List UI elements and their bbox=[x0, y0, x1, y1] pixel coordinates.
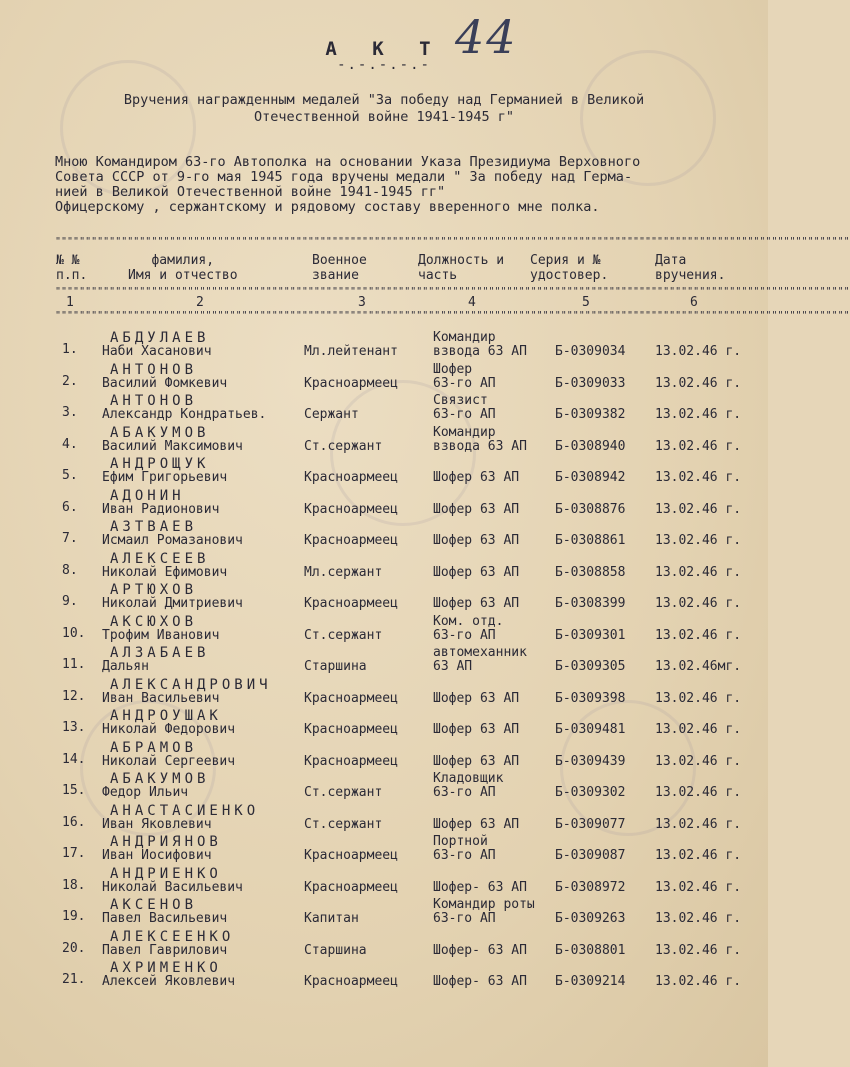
position-line-2: Шофер- 63 АП bbox=[433, 942, 527, 958]
given-names: Николай Федорович bbox=[102, 722, 236, 737]
surname: АБРАМОВ bbox=[110, 739, 198, 756]
position-line-1: Кладовщик bbox=[433, 771, 504, 786]
certificate-serial: Б-0309087 bbox=[555, 848, 626, 863]
given-names: Павел Васильевич bbox=[102, 911, 228, 926]
position-line-2: Шофер 63 АП bbox=[433, 501, 520, 517]
position-line-2: Шофер 63 АП bbox=[433, 690, 520, 706]
award-date: 13.02.46 г. bbox=[655, 596, 742, 611]
award-date: 13.02.46 г. bbox=[655, 816, 742, 832]
position-line-1: Связист bbox=[433, 393, 488, 408]
table-row bbox=[0, 582, 768, 613]
surname: АНДРОЩУК bbox=[110, 456, 210, 472]
intro-paragraph bbox=[55, 155, 745, 215]
surname: АБАКУМОВ bbox=[110, 771, 210, 787]
table-row bbox=[0, 393, 768, 424]
certificate-serial: Б-0308940 bbox=[555, 438, 626, 454]
surname: АХРИМЕНКО bbox=[110, 960, 222, 976]
military-rank: Сержант bbox=[304, 407, 359, 422]
certificate-serial: Б-0308861 bbox=[555, 533, 626, 548]
military-rank: Ст.сержант bbox=[304, 627, 383, 643]
row-number: 16. bbox=[62, 814, 86, 830]
given-names: Иван Иосифович bbox=[102, 848, 212, 863]
certificate-serial: Б-0309481 bbox=[555, 722, 626, 737]
given-names: Василий Максимович bbox=[102, 438, 243, 454]
military-rank: Ст.сержант bbox=[304, 816, 383, 832]
position-line-2: взвода 63 АП bbox=[433, 344, 527, 359]
intro-line: Офицерскому , сержантскому и рядовому составу вверенного мне полка. bbox=[55, 199, 600, 215]
table-row bbox=[0, 456, 768, 487]
given-names: Николай Ефимович bbox=[102, 564, 228, 580]
certificate-serial: Б-0309263 bbox=[555, 911, 626, 926]
header-name: фамилия, Имя и отчество bbox=[128, 253, 238, 283]
surname: АЛЕКСЕЕНКО bbox=[110, 928, 235, 945]
document-subtitle bbox=[0, 92, 768, 126]
header-serial: Серия и № удостовер. bbox=[530, 253, 609, 283]
table-row bbox=[0, 960, 768, 991]
header-position: Должность и часть bbox=[418, 253, 505, 283]
award-date: 13.02.46мг. bbox=[655, 659, 742, 674]
header-date: Дата вручения. bbox=[655, 253, 726, 283]
military-rank: Красноармеец bbox=[304, 470, 398, 485]
position-line-1: Ком. отд. bbox=[433, 613, 504, 629]
certificate-serial: Б-0309077 bbox=[555, 816, 626, 832]
certificate-serial: Б-0309305 bbox=[555, 659, 626, 674]
position-line-2: 63-го АП bbox=[433, 627, 496, 643]
column-number: 2 bbox=[196, 295, 204, 310]
row-number: 9. bbox=[62, 594, 78, 609]
row-number: 12. bbox=[62, 688, 86, 704]
table-row bbox=[0, 645, 768, 676]
column-number: 1 bbox=[66, 295, 74, 310]
position-line-1: Портной bbox=[433, 834, 488, 849]
position-line-1: Командир bbox=[433, 330, 496, 345]
given-names: Александр Кондратьев. bbox=[102, 407, 267, 422]
military-rank: Старшина bbox=[304, 942, 367, 958]
award-date: 13.02.46 г. bbox=[655, 533, 742, 548]
document-title: А К Т bbox=[325, 38, 443, 60]
military-rank: Ст.сержант bbox=[304, 785, 383, 800]
surname: АНДРИЕНКО bbox=[110, 865, 222, 882]
table-row bbox=[0, 362, 768, 393]
divider-line: """""""""""""""""""""""""""""""""""""""""""""""""""""""""""""""""""""""""""""""""""""""""""""""""""""""""""""""""""""""""""""""""""" bbox=[55, 286, 850, 297]
given-names: Ефим Григорьевич bbox=[102, 470, 228, 485]
award-date: 13.02.46 г. bbox=[655, 438, 742, 454]
table-row bbox=[0, 834, 768, 865]
military-rank: Красноармеец bbox=[304, 879, 398, 895]
position-line-2: 63-го АП bbox=[433, 375, 496, 391]
position-line-2: 63-го АП bbox=[433, 848, 496, 863]
certificate-serial: Б-0308858 bbox=[555, 564, 626, 580]
divider-line: """""""""""""""""""""""""""""""""""""""""""""""""""""""""""""""""""""""""""""""""""""""""""""""""""""""""""""""""""""""""""""""""""" bbox=[55, 310, 850, 321]
row-number: 4. bbox=[62, 436, 78, 452]
position-line-2: Шофер- 63 АП bbox=[433, 974, 527, 989]
certificate-serial: Б-0309398 bbox=[555, 690, 626, 706]
certificate-serial: Б-0309301 bbox=[555, 627, 626, 643]
military-rank: Красноармеец bbox=[304, 690, 398, 706]
surname: АКСЮХОВ bbox=[110, 613, 198, 630]
row-number: 21. bbox=[62, 972, 86, 987]
military-rank: Мл.лейтенант bbox=[304, 344, 398, 359]
award-date: 13.02.46 г. bbox=[655, 690, 742, 706]
military-rank: Красноармеец bbox=[304, 722, 398, 737]
position-line-2: Шофер 63 АП bbox=[433, 470, 520, 485]
award-date: 13.02.46 г. bbox=[655, 942, 742, 958]
table-row bbox=[0, 614, 768, 645]
given-names: Иван Яковлевич bbox=[102, 816, 212, 832]
row-number: 19. bbox=[62, 909, 86, 924]
award-date: 13.02.46 г. bbox=[655, 627, 742, 643]
table-row bbox=[0, 551, 768, 582]
row-number: 17. bbox=[62, 846, 86, 861]
certificate-serial: Б-0308801 bbox=[555, 942, 626, 958]
table-row bbox=[0, 708, 768, 739]
position-line-2: Шофер 63 АП bbox=[433, 533, 520, 548]
military-rank: Мл.сержант bbox=[304, 564, 383, 580]
surname: АНТОНОВ bbox=[110, 393, 198, 409]
given-names: Николай Васильевич bbox=[102, 879, 243, 895]
certificate-serial: Б-0309214 bbox=[555, 974, 626, 989]
table-row bbox=[0, 866, 768, 897]
military-rank: Красноармеец bbox=[304, 533, 398, 548]
position-line-2: Шофер- 63 АП bbox=[433, 879, 527, 895]
position-line-2: 63 АП bbox=[433, 659, 473, 674]
row-number: 8. bbox=[62, 562, 78, 578]
title-underline: -.-.-.-.- bbox=[337, 57, 431, 73]
handwritten-page-number: 44 bbox=[455, 10, 518, 64]
military-rank: Красноармеец bbox=[304, 375, 398, 391]
given-names: Дальян bbox=[102, 659, 149, 674]
position-line-2: 63-го АП bbox=[433, 407, 496, 422]
certificate-serial: Б-0309439 bbox=[555, 753, 626, 769]
intro-line: Совета СССР от 9-го мая 1945 года вручены медали " За победу над Герма- bbox=[55, 169, 633, 185]
given-names: Наби Хасанович bbox=[102, 344, 212, 359]
row-number: 13. bbox=[62, 720, 86, 735]
row-number: 18. bbox=[62, 877, 86, 893]
table-row bbox=[0, 929, 768, 960]
position-line-2: Шофер 63 АП bbox=[433, 596, 520, 611]
column-number: 6 bbox=[690, 295, 698, 310]
military-rank: Красноармеец bbox=[304, 753, 398, 769]
column-number: 4 bbox=[468, 295, 476, 310]
given-names: Павел Гаврилович bbox=[102, 942, 228, 958]
position-line-1: Командир bbox=[433, 424, 496, 440]
position-line-2: Шофер 63 АП bbox=[433, 816, 520, 832]
given-names: Николай Сергеевич bbox=[102, 753, 236, 769]
given-names: Иван Васильевич bbox=[102, 690, 220, 706]
divider-line: """""""""""""""""""""""""""""""""""""""""""""""""""""""""""""""""""""""""""""""""""""""""""""""""""""""""""""""""""""""""""""""""""" bbox=[55, 236, 850, 247]
surname: АНАСТАСИЕНКО bbox=[110, 802, 260, 819]
award-date: 13.02.46 г. bbox=[655, 470, 742, 485]
surname: АЛЕКСАНДРОВИЧ bbox=[110, 676, 272, 693]
given-names: Николай Дмитриевич bbox=[102, 596, 243, 611]
table-row bbox=[0, 740, 768, 771]
award-date: 13.02.46 г. bbox=[655, 753, 742, 769]
given-names: Алексей Яковлевич bbox=[102, 974, 236, 989]
surname: АКСЕНОВ bbox=[110, 897, 198, 913]
certificate-serial: Б-0308972 bbox=[555, 879, 626, 895]
award-date: 13.02.46 г. bbox=[655, 848, 742, 863]
certificate-serial: Б-0309034 bbox=[555, 344, 626, 359]
military-rank: Красноармеец bbox=[304, 848, 398, 863]
row-number: 6. bbox=[62, 499, 78, 515]
row-number: 7. bbox=[62, 531, 78, 546]
header-number: № № п.п. bbox=[56, 253, 88, 283]
table-row bbox=[0, 425, 768, 456]
surname: АЛЕКСЕЕВ bbox=[110, 550, 210, 567]
row-number: 14. bbox=[62, 751, 86, 767]
award-date: 13.02.46 г. bbox=[655, 375, 742, 391]
intro-line: Мною Командиром 63-го Автополка на основании Указа Президиума Верховного bbox=[55, 154, 641, 170]
header-rank: Военное звание bbox=[312, 253, 367, 283]
certificate-serial: Б-0308399 bbox=[555, 596, 626, 611]
award-date: 13.02.46 г. bbox=[655, 501, 742, 517]
military-rank: Красноармеец bbox=[304, 596, 398, 611]
given-names: Василий Фомкевич bbox=[102, 375, 228, 391]
award-date: 13.02.46 г. bbox=[655, 564, 742, 580]
subtitle-line: Вручения награжденным медалей "За победу над Германией в Великой bbox=[123, 92, 645, 108]
row-number: 1. bbox=[62, 342, 78, 357]
certificate-serial: Б-0308942 bbox=[555, 470, 626, 485]
row-number: 5. bbox=[62, 468, 78, 483]
table-row bbox=[0, 677, 768, 708]
subtitle-line: Отечественной войне 1941-1945 г" bbox=[253, 109, 515, 125]
table-row bbox=[0, 897, 768, 928]
position-line-1: Командир роты bbox=[433, 897, 535, 912]
given-names: Трофим Иванович bbox=[102, 627, 220, 643]
column-number: 3 bbox=[358, 295, 366, 310]
certificate-serial: Б-0309033 bbox=[555, 375, 626, 391]
certificate-serial: Б-0308876 bbox=[555, 501, 626, 517]
position-line-2: Шофер 63 АП bbox=[433, 722, 520, 737]
surname: АНДРОУШАК bbox=[110, 708, 222, 724]
surname: АБДУЛАЕВ bbox=[110, 330, 210, 346]
position-line-2: Шофер 63 АП bbox=[433, 753, 520, 769]
table-row bbox=[0, 771, 768, 802]
surname: АДОНИН bbox=[110, 487, 185, 504]
award-date: 13.02.46 г. bbox=[655, 785, 742, 800]
military-rank: Старшина bbox=[304, 659, 367, 674]
military-rank: Красноармеец bbox=[304, 974, 398, 989]
surname: АБАКУМОВ bbox=[110, 424, 210, 441]
table-row bbox=[0, 330, 768, 361]
intro-line: нией в Великой Отечественной войне 1941-1945 гг" bbox=[55, 184, 446, 200]
award-date: 13.02.46 г. bbox=[655, 974, 742, 989]
position-line-1: Шофер bbox=[433, 361, 473, 377]
position-line-2: 63-го АП bbox=[433, 911, 496, 926]
column-number: 5 bbox=[582, 295, 590, 310]
row-number: 20. bbox=[62, 940, 86, 956]
certificate-serial: Б-0309382 bbox=[555, 407, 626, 422]
table-row bbox=[0, 803, 768, 834]
surname: АЛЗАБАЕВ bbox=[110, 645, 210, 661]
award-date: 13.02.46 г. bbox=[655, 722, 742, 737]
table-row bbox=[0, 519, 768, 550]
surname: АНДРИЯНОВ bbox=[110, 834, 222, 850]
row-number: 2. bbox=[62, 373, 78, 389]
award-date: 13.02.46 г. bbox=[655, 911, 742, 926]
military-rank: Красноармеец bbox=[304, 501, 398, 517]
row-number: 15. bbox=[62, 783, 86, 798]
award-date: 13.02.46 г. bbox=[655, 344, 742, 359]
given-names: Исмаил Ромазанович bbox=[102, 533, 243, 548]
row-number: 3. bbox=[62, 405, 78, 420]
position-line-1: автомеханник bbox=[433, 645, 527, 660]
position-line-2: 63-го АП bbox=[433, 785, 496, 800]
position-line-2: взвода 63 АП bbox=[433, 438, 527, 454]
given-names: Иван Радионович bbox=[102, 501, 220, 517]
given-names: Федор Ильич bbox=[102, 785, 189, 800]
military-rank: Капитан bbox=[304, 911, 359, 926]
surname: АЗТВАЕВ bbox=[110, 519, 198, 535]
certificate-serial: Б-0309302 bbox=[555, 785, 626, 800]
award-date: 13.02.46 г. bbox=[655, 407, 742, 422]
military-rank: Ст.сержант bbox=[304, 438, 383, 454]
table-row bbox=[0, 488, 768, 519]
surname: АРТЮХОВ bbox=[110, 582, 198, 598]
position-line-2: Шофер 63 АП bbox=[433, 564, 520, 580]
surname: АНТОНОВ bbox=[110, 361, 198, 378]
award-date: 13.02.46 г. bbox=[655, 879, 742, 895]
row-number: 11. bbox=[62, 657, 86, 672]
row-number: 10. bbox=[62, 625, 86, 641]
